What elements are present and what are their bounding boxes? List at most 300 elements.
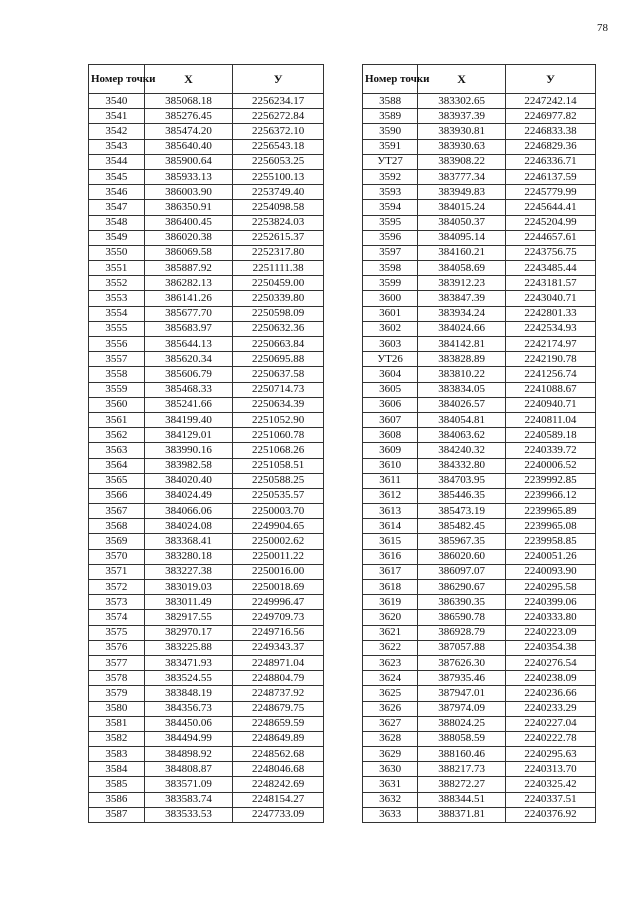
table-row	[363, 382, 596, 397]
cell-y: 2250634.39	[233, 397, 324, 412]
table-row	[363, 215, 596, 230]
table-row	[89, 261, 324, 276]
table-row	[89, 306, 324, 321]
cell-point-number: 3541	[89, 109, 145, 124]
table-row	[89, 807, 324, 822]
cell-point-number: 3611	[363, 473, 418, 488]
cell-point-number: 3580	[89, 701, 145, 716]
table-row	[89, 671, 324, 686]
table-row	[89, 139, 324, 154]
cell-x: 383019.03	[144, 580, 233, 595]
cell-y: 2240006.52	[506, 458, 596, 473]
cell-point-number: 3610	[363, 458, 418, 473]
cell-x: 388024.25	[418, 716, 506, 731]
table-row	[89, 640, 324, 655]
table-row	[89, 382, 324, 397]
cell-x: 384356.73	[144, 701, 233, 716]
cell-point-number: 3589	[363, 109, 418, 124]
header-x: Х	[418, 65, 506, 94]
cell-x: 384024.66	[418, 321, 506, 336]
table-row	[363, 109, 596, 124]
cell-x: 386097.07	[418, 564, 506, 579]
page-number: 78	[597, 22, 608, 34]
cell-point-number: 3562	[89, 428, 145, 443]
cell-x: 384063.62	[418, 428, 506, 443]
cell-x: 384095.14	[418, 230, 506, 245]
table-row	[89, 488, 324, 503]
cell-point-number: 3594	[363, 200, 418, 215]
cell-x: 383930.81	[418, 124, 506, 139]
table-row	[89, 473, 324, 488]
cell-y: 2240295.63	[506, 747, 596, 762]
cell-y: 2240940.71	[506, 397, 596, 412]
cell-point-number: 3598	[363, 261, 418, 276]
cell-y: 2247242.14	[506, 94, 596, 109]
cell-y: 2246829.36	[506, 139, 596, 154]
cell-point-number: 3617	[363, 564, 418, 579]
cell-point-number: 3583	[89, 747, 145, 762]
table-row	[363, 701, 596, 716]
cell-x: 388160.46	[418, 747, 506, 762]
cell-y: 2242801.33	[506, 306, 596, 321]
cell-x: 384129.01	[144, 428, 233, 443]
cell-x: 384898.92	[144, 747, 233, 762]
cell-y: 2243181.57	[506, 276, 596, 291]
cell-point-number: УТ26	[363, 352, 418, 367]
cell-y: 2250003.70	[233, 504, 324, 519]
cell-point-number: 3603	[363, 337, 418, 352]
cell-point-number: 3623	[363, 655, 418, 670]
cell-y: 2241256.74	[506, 367, 596, 382]
table-row	[89, 762, 324, 777]
cell-x: 385900.64	[144, 154, 233, 169]
table-row	[89, 230, 324, 245]
cell-x: 385606.79	[144, 367, 233, 382]
table-row	[363, 169, 596, 184]
table-row	[363, 534, 596, 549]
cell-point-number: 3608	[363, 428, 418, 443]
cell-point-number: 3619	[363, 595, 418, 610]
cell-y: 2250598.09	[233, 306, 324, 321]
cell-y: 2248154.27	[233, 792, 324, 807]
cell-y: 2240233.29	[506, 701, 596, 716]
table-row	[89, 367, 324, 382]
cell-y: 2242190.78	[506, 352, 596, 367]
cell-point-number: 3575	[89, 625, 145, 640]
cell-y: 2250695.88	[233, 352, 324, 367]
cell-y: 2240295.58	[506, 580, 596, 595]
cell-y: 2246137.59	[506, 169, 596, 184]
cell-point-number: 3557	[89, 352, 145, 367]
cell-x: 384024.08	[144, 519, 233, 534]
cell-x: 386282.13	[144, 276, 233, 291]
cell-point-number: 3628	[363, 731, 418, 746]
table-row	[89, 625, 324, 640]
cell-x: 385474.20	[144, 124, 233, 139]
cell-x: 384024.49	[144, 488, 233, 503]
cell-x: 388344.51	[418, 792, 506, 807]
cell-x: 383011.49	[144, 595, 233, 610]
cell-x: 384160.21	[418, 245, 506, 260]
table-row	[89, 458, 324, 473]
cell-x: 385887.92	[144, 261, 233, 276]
cell-x: 386069.58	[144, 245, 233, 260]
cell-point-number: 3626	[363, 701, 418, 716]
cell-x: 384494.99	[144, 731, 233, 746]
cell-x: 382917.55	[144, 610, 233, 625]
table-row	[89, 352, 324, 367]
cell-point-number: 3584	[89, 762, 145, 777]
cell-point-number: 3548	[89, 215, 145, 230]
cell-x: 384066.06	[144, 504, 233, 519]
cell-y: 2250459.00	[233, 276, 324, 291]
table-row	[363, 428, 596, 443]
cell-point-number: 3614	[363, 519, 418, 534]
cell-x: 385640.40	[144, 139, 233, 154]
cell-x: 383908.22	[418, 154, 506, 169]
table-row	[89, 291, 324, 306]
cell-point-number: 3593	[363, 185, 418, 200]
cell-x: 383777.34	[418, 169, 506, 184]
cell-point-number: 3604	[363, 367, 418, 382]
table-row	[363, 519, 596, 534]
cell-y: 2253824.03	[233, 215, 324, 230]
cell-point-number: 3554	[89, 306, 145, 321]
cell-y: 2250018.69	[233, 580, 324, 595]
cell-point-number: 3606	[363, 397, 418, 412]
cell-x: 385482.45	[418, 519, 506, 534]
cell-y: 2250663.84	[233, 337, 324, 352]
cell-y: 2256053.25	[233, 154, 324, 169]
cell-x: 384054.81	[418, 412, 506, 427]
cell-point-number: 3547	[89, 200, 145, 215]
cell-x: 384050.37	[418, 215, 506, 230]
cell-point-number: 3630	[363, 762, 418, 777]
cell-y: 2240223.09	[506, 625, 596, 640]
cell-x: 385068.18	[144, 94, 233, 109]
cell-x: 384058.69	[418, 261, 506, 276]
cell-x: 385276.45	[144, 109, 233, 124]
table-row	[89, 443, 324, 458]
cell-point-number: 3574	[89, 610, 145, 625]
cell-y: 2240276.54	[506, 655, 596, 670]
cell-x: 383368.41	[144, 534, 233, 549]
table-header-row	[363, 65, 596, 94]
cell-y: 2251060.78	[233, 428, 324, 443]
cell-y: 2245779.99	[506, 185, 596, 200]
cell-x: 386020.38	[144, 230, 233, 245]
cell-y: 2248659.59	[233, 716, 324, 731]
table-row	[363, 230, 596, 245]
table-row	[89, 169, 324, 184]
cell-y: 2248679.75	[233, 701, 324, 716]
cell-x: 383934.24	[418, 306, 506, 321]
cell-x: 385677.70	[144, 306, 233, 321]
cell-x: 387935.46	[418, 671, 506, 686]
cell-point-number: 3550	[89, 245, 145, 260]
cell-x: 383937.39	[418, 109, 506, 124]
header-point-number: Номер точки	[89, 65, 145, 94]
table-row	[363, 504, 596, 519]
table-row	[89, 731, 324, 746]
cell-y: 2240051.26	[506, 549, 596, 564]
cell-x: 384703.95	[418, 473, 506, 488]
cell-x: 385683.97	[144, 321, 233, 336]
cell-point-number: 3633	[363, 807, 418, 822]
cell-point-number: 3549	[89, 230, 145, 245]
cell-point-number: 3555	[89, 321, 145, 336]
table-row	[89, 747, 324, 762]
header-y: У	[506, 65, 596, 94]
table-row	[363, 367, 596, 382]
cell-y: 2240238.09	[506, 671, 596, 686]
cell-point-number: 3563	[89, 443, 145, 458]
cell-point-number: 3578	[89, 671, 145, 686]
table-row	[363, 580, 596, 595]
cell-point-number: 3615	[363, 534, 418, 549]
cell-x: 383912.23	[418, 276, 506, 291]
cell-y: 2250011.22	[233, 549, 324, 564]
coordinates-table-right	[362, 64, 596, 823]
cell-point-number: 3602	[363, 321, 418, 336]
cell-y: 2243756.75	[506, 245, 596, 260]
cell-x: 386141.26	[144, 291, 233, 306]
table-row	[363, 291, 596, 306]
cell-x: 388272.27	[418, 777, 506, 792]
cell-y: 2239965.89	[506, 504, 596, 519]
cell-x: 384450.06	[144, 716, 233, 731]
cell-y: 2251058.51	[233, 458, 324, 473]
cell-y: 2251111.38	[233, 261, 324, 276]
cell-y: 2246977.82	[506, 109, 596, 124]
cell-y: 2240325.42	[506, 777, 596, 792]
cell-point-number: 3569	[89, 534, 145, 549]
cell-point-number: УТ27	[363, 154, 418, 169]
cell-y: 2243040.71	[506, 291, 596, 306]
table-row	[363, 716, 596, 731]
cell-point-number: 3564	[89, 458, 145, 473]
cell-y: 2242174.97	[506, 337, 596, 352]
table-row	[363, 807, 596, 822]
cell-x: 386390.35	[418, 595, 506, 610]
cell-x: 384015.24	[418, 200, 506, 215]
cell-point-number: 3553	[89, 291, 145, 306]
cell-y: 2240589.18	[506, 428, 596, 443]
table-row	[363, 306, 596, 321]
cell-point-number: 3613	[363, 504, 418, 519]
cell-point-number: 3576	[89, 640, 145, 655]
table-row	[363, 671, 596, 686]
cell-point-number: 3542	[89, 124, 145, 139]
cell-point-number: 3552	[89, 276, 145, 291]
cell-point-number: 3582	[89, 731, 145, 746]
table-row	[363, 245, 596, 260]
cell-point-number: 3556	[89, 337, 145, 352]
cell-point-number: 3545	[89, 169, 145, 184]
cell-y: 2248737.92	[233, 686, 324, 701]
cell-y: 2240236.66	[506, 686, 596, 701]
cell-x: 383471.93	[144, 655, 233, 670]
table-row	[89, 185, 324, 200]
table-row	[363, 640, 596, 655]
cell-y: 2240337.51	[506, 792, 596, 807]
table-row	[363, 397, 596, 412]
cell-x: 386290.67	[418, 580, 506, 595]
cell-x: 385241.66	[144, 397, 233, 412]
header-y: У	[233, 65, 324, 94]
cell-point-number: 3558	[89, 367, 145, 382]
table-row	[363, 731, 596, 746]
cell-x: 383949.83	[418, 185, 506, 200]
cell-x: 388058.59	[418, 731, 506, 746]
cell-y: 2240339.72	[506, 443, 596, 458]
cell-x: 384808.87	[144, 762, 233, 777]
cell-y: 2248562.68	[233, 747, 324, 762]
cell-x: 386350.91	[144, 200, 233, 215]
table-row	[363, 625, 596, 640]
cell-point-number: 3568	[89, 519, 145, 534]
cell-point-number: 3559	[89, 382, 145, 397]
table-row	[89, 564, 324, 579]
cell-x: 385933.13	[144, 169, 233, 184]
cell-y: 2250714.73	[233, 382, 324, 397]
cell-x: 383810.22	[418, 367, 506, 382]
table-row	[363, 124, 596, 139]
table-row	[89, 276, 324, 291]
cell-y: 2246336.71	[506, 154, 596, 169]
table-row	[89, 549, 324, 564]
cell-y: 2256543.18	[233, 139, 324, 154]
cell-x: 384240.32	[418, 443, 506, 458]
cell-y: 2249716.56	[233, 625, 324, 640]
cell-point-number: 3573	[89, 595, 145, 610]
cell-x: 383847.39	[418, 291, 506, 306]
table-row	[89, 504, 324, 519]
cell-y: 2251068.26	[233, 443, 324, 458]
cell-point-number: 3565	[89, 473, 145, 488]
cell-x: 385620.34	[144, 352, 233, 367]
cell-point-number: 3572	[89, 580, 145, 595]
cell-point-number: 3588	[363, 94, 418, 109]
table-row	[89, 792, 324, 807]
cell-point-number: 3561	[89, 412, 145, 427]
cell-point-number: 3540	[89, 94, 145, 109]
cell-x: 385468.33	[144, 382, 233, 397]
cell-y: 2248046.68	[233, 762, 324, 777]
table-row	[363, 185, 596, 200]
cell-point-number: 3586	[89, 792, 145, 807]
table-row	[89, 412, 324, 427]
cell-point-number: 3544	[89, 154, 145, 169]
table-row	[363, 564, 596, 579]
cell-point-number: 3543	[89, 139, 145, 154]
table-row	[89, 245, 324, 260]
table-row	[363, 473, 596, 488]
cell-point-number: 3560	[89, 397, 145, 412]
table-row	[363, 94, 596, 109]
cell-x: 386020.60	[418, 549, 506, 564]
cell-x: 387626.30	[418, 655, 506, 670]
cell-y: 2249996.47	[233, 595, 324, 610]
cell-x: 383227.38	[144, 564, 233, 579]
table-row	[89, 321, 324, 336]
cell-x: 385967.35	[418, 534, 506, 549]
cell-y: 2256272.84	[233, 109, 324, 124]
cell-x: 386400.45	[144, 215, 233, 230]
cell-point-number: 3587	[89, 807, 145, 822]
cell-y: 2248804.79	[233, 671, 324, 686]
cell-point-number: 3591	[363, 139, 418, 154]
cell-x: 383302.65	[418, 94, 506, 109]
cell-y: 2240313.70	[506, 762, 596, 777]
cell-x: 383990.16	[144, 443, 233, 458]
table-row	[89, 397, 324, 412]
cell-x: 383930.63	[418, 139, 506, 154]
cell-point-number: 3577	[89, 655, 145, 670]
cell-y: 2239965.08	[506, 519, 596, 534]
cell-y: 2248242.69	[233, 777, 324, 792]
cell-y: 2255100.13	[233, 169, 324, 184]
cell-y: 2256372.10	[233, 124, 324, 139]
cell-y: 2249709.73	[233, 610, 324, 625]
cell-x: 387974.09	[418, 701, 506, 716]
cell-point-number: 3567	[89, 504, 145, 519]
cell-point-number: 3581	[89, 716, 145, 731]
cell-y: 2245204.99	[506, 215, 596, 230]
table-row	[363, 792, 596, 807]
table-row	[363, 412, 596, 427]
cell-y: 2246833.38	[506, 124, 596, 139]
table-row	[363, 686, 596, 701]
cell-point-number: 3595	[363, 215, 418, 230]
cell-y: 2240354.38	[506, 640, 596, 655]
cell-y: 2240376.92	[506, 807, 596, 822]
cell-y: 2250588.25	[233, 473, 324, 488]
cell-point-number: 3590	[363, 124, 418, 139]
cell-x: 387057.88	[418, 640, 506, 655]
table-row	[89, 428, 324, 443]
cell-x: 388371.81	[418, 807, 506, 822]
cell-y: 2248649.89	[233, 731, 324, 746]
table-row	[89, 109, 324, 124]
cell-point-number: 3631	[363, 777, 418, 792]
table-row	[89, 124, 324, 139]
cell-x: 384332.80	[418, 458, 506, 473]
cell-y: 2240399.06	[506, 595, 596, 610]
cell-point-number: 3579	[89, 686, 145, 701]
table-row	[363, 762, 596, 777]
coordinates-table-left	[88, 64, 324, 823]
table-row	[363, 200, 596, 215]
table-row	[89, 94, 324, 109]
table-row	[363, 777, 596, 792]
table-row	[89, 580, 324, 595]
cell-point-number: 3609	[363, 443, 418, 458]
cell-y: 2250637.58	[233, 367, 324, 382]
cell-point-number: 3620	[363, 610, 418, 625]
cell-x: 387947.01	[418, 686, 506, 701]
cell-y: 2239966.12	[506, 488, 596, 503]
cell-y: 2249343.37	[233, 640, 324, 655]
cell-x: 383280.18	[144, 549, 233, 564]
cell-x: 384142.81	[418, 337, 506, 352]
cell-y: 2247733.09	[233, 807, 324, 822]
cell-y: 2240333.80	[506, 610, 596, 625]
cell-point-number: 3596	[363, 230, 418, 245]
cell-point-number: 3612	[363, 488, 418, 503]
table-row	[89, 610, 324, 625]
cell-x: 383225.88	[144, 640, 233, 655]
